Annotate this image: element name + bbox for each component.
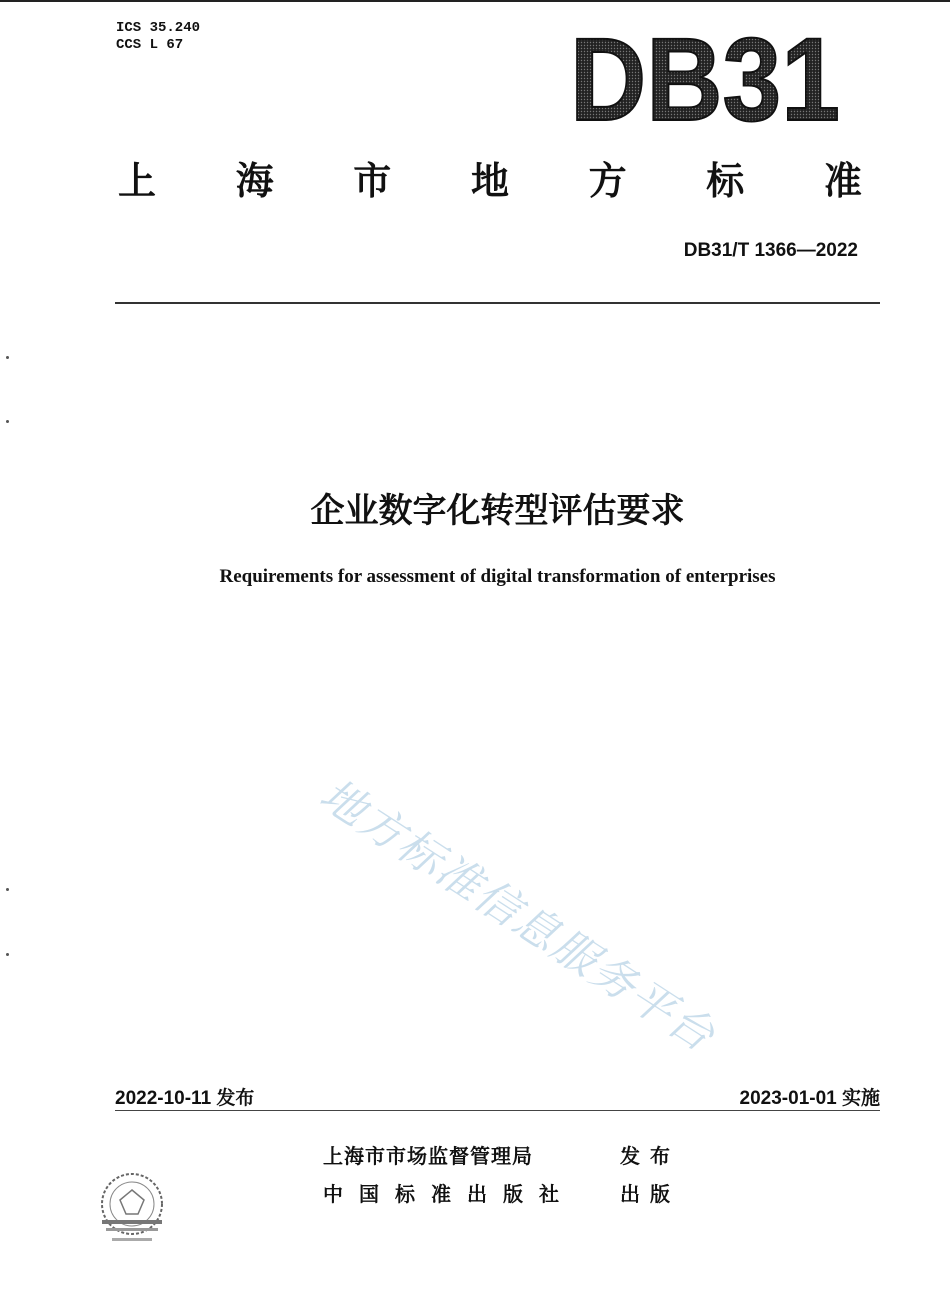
- margin-mark: [6, 420, 9, 423]
- title-char: 地: [470, 159, 509, 203]
- shanghai-local-standard-title: [115, 150, 865, 205]
- db31-logo: [568, 20, 843, 130]
- title-char: 标: [706, 159, 745, 203]
- margin-mark: [6, 888, 9, 891]
- publisher-role: 出版: [619, 1182, 680, 1206]
- publisher-role: 发布: [619, 1144, 680, 1168]
- classification-codes: [116, 20, 200, 54]
- publisher-row: [323, 1178, 680, 1207]
- publisher-org: 上海市市场监督管理局: [323, 1144, 533, 1168]
- ics-code: ICS 35.240: [116, 20, 201, 36]
- document-title-cn: 企业数字化转型评估要求: [310, 491, 685, 531]
- ccs-code: CCS L 67: [116, 37, 184, 53]
- document-title-en: Requirements for assessment of digital transformation of enterprises: [219, 566, 776, 587]
- issue-date: 2022-10-11 发布: [115, 1088, 255, 1109]
- title-char: 方: [588, 159, 627, 203]
- standard-number: DB31/T 1366—2022: [683, 240, 858, 261]
- watermark: 地方标准信息服务平台: [310, 769, 725, 1063]
- publisher-row: [323, 1140, 680, 1169]
- implementation-date: 2023-01-01 实施: [739, 1088, 880, 1109]
- title-char: 海: [235, 159, 274, 203]
- publisher-org: 中国标准出版社: [323, 1182, 575, 1206]
- db31-logo-text: DB31: [570, 20, 840, 130]
- title-char: 准: [823, 159, 862, 203]
- margin-mark: [6, 953, 9, 956]
- margin-mark: [6, 356, 9, 359]
- title-char: 市: [353, 159, 392, 203]
- top-border-line: [0, 0, 950, 2]
- publisher-seal-icon: [92, 1168, 172, 1248]
- header-divider: [115, 302, 880, 304]
- title-char: 上: [117, 159, 156, 203]
- footer-divider: [115, 1110, 880, 1111]
